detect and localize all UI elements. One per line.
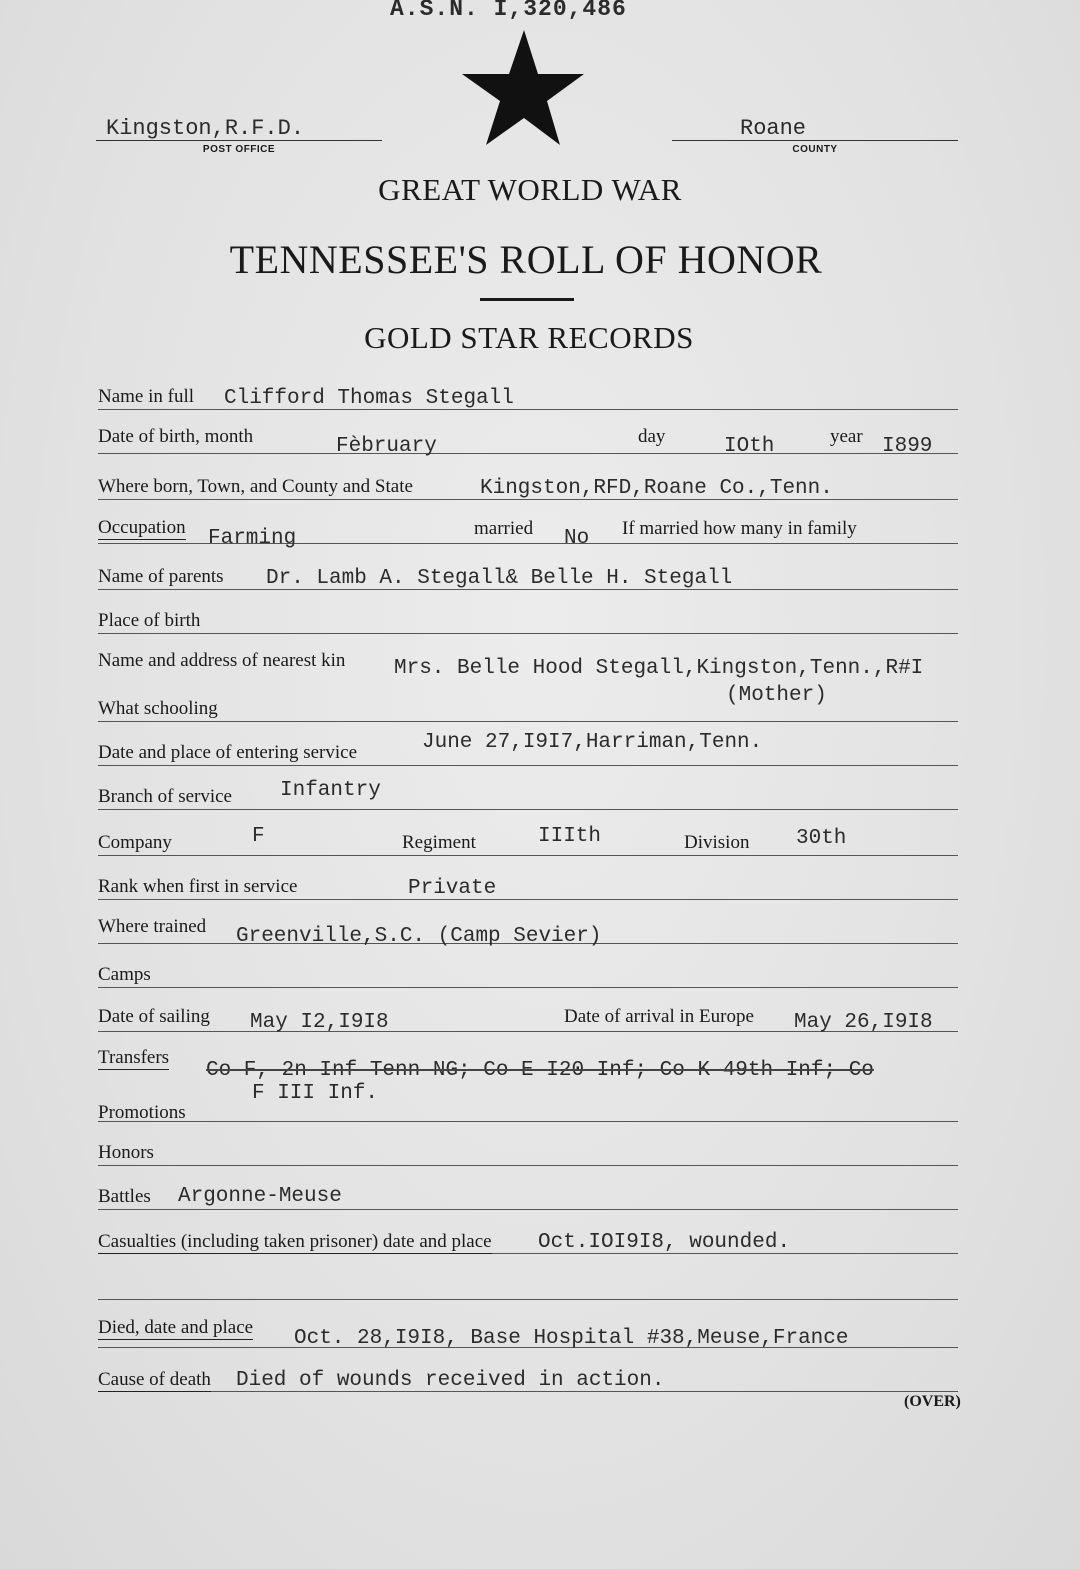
trained-label: Where trained [98, 916, 207, 937]
field-row-blank [98, 1262, 958, 1306]
rank-value: Private [408, 877, 497, 900]
branch-value: Infantry [280, 779, 381, 802]
field-row-schooling [98, 684, 958, 728]
nearest-kin-value: Mrs. Belle Hood Stegall,Kingston,Tenn.,R#I [394, 657, 924, 680]
where-born-label: Where born, Town, and County and State [98, 476, 413, 497]
title-roll-of-honor: TENNESSEE'S ROLL OF HONOR [229, 237, 823, 282]
cause-value: Died of wounds received in action. [236, 1369, 665, 1392]
field-row-branch [98, 772, 958, 816]
branch-label: Branch of service [98, 786, 232, 807]
parents-label: Name of parents [98, 566, 224, 587]
transfers-value: Co F, 2n Inf Tenn NG; Co E I20 Inf; Co K 49th Inf; Co [206, 1059, 874, 1082]
occupation-label: Occupation [98, 517, 186, 538]
gold-star-icon [462, 30, 586, 148]
casualties-label: Casualties (including taken prisoner) date and place [98, 1231, 492, 1252]
army-serial-number: A.S.N. I,320,486 [390, 0, 627, 22]
field-row-transfers [98, 1040, 958, 1105]
married-label: married [474, 518, 534, 539]
field-row-dob [98, 416, 958, 460]
died-label: Died, date and place [98, 1317, 254, 1338]
place-of-birth-label: Place of birth [98, 610, 201, 631]
married-value: No [564, 527, 590, 550]
field-row-promotions [98, 1084, 958, 1128]
transfers-label: Transfers [98, 1047, 170, 1068]
battles-value: Argonne-Meuse [178, 1185, 342, 1208]
field-row-died [98, 1310, 958, 1354]
field-row-place-of-birth [98, 596, 958, 640]
occupation-value: Farming [208, 527, 297, 550]
entering-service-value: June 27,I9I7,Harriman,Tenn. [422, 731, 763, 754]
company-value: F [252, 825, 265, 848]
post-office-value: Kingston,R.F.D. [106, 116, 305, 141]
county-value: Roane [740, 116, 807, 141]
field-row-where-born [98, 462, 958, 506]
post-office-caption: POST OFFICE [202, 144, 276, 155]
sailing-value: May I2,I9I8 [250, 1011, 389, 1034]
trained-value: Greenville,S.C. (Camp Sevier) [236, 925, 602, 948]
field-row-unit [98, 818, 958, 862]
transfers-value-continued: F III Inf. [252, 1082, 379, 1105]
field-row-occupation [98, 506, 958, 550]
title-divider [480, 298, 574, 301]
title-great-world-war: GREAT WORLD WAR [378, 172, 682, 207]
company-label: Company [98, 832, 172, 853]
honors-label: Honors [98, 1142, 154, 1163]
dob-day-label: day [638, 426, 666, 447]
dob-year-value: I899 [882, 435, 933, 458]
rank-label: Rank when first in service [98, 876, 298, 897]
name-value: Clifford Thomas Stegall [224, 387, 514, 410]
field-row-honors [98, 1128, 958, 1172]
sailing-label: Date of sailing [98, 1006, 210, 1027]
field-row-camps [98, 950, 958, 994]
parents-value: Dr. Lamb A. Stegall& Belle H. Stegall [266, 567, 733, 590]
field-row-casualties [98, 1216, 958, 1260]
battles-label: Battles [98, 1186, 151, 1207]
over-note: (OVER) [904, 1393, 961, 1410]
dob-month-value: Fèbruary [336, 435, 437, 458]
field-row-entering-service [98, 728, 958, 772]
regiment-value: IIIth [538, 825, 602, 848]
promotions-label: Promotions [98, 1102, 186, 1123]
title-gold-star-records: GOLD STAR RECORDS [364, 320, 694, 355]
schooling-label: What schooling [98, 698, 218, 719]
family-label: If married how many in family [622, 518, 857, 539]
casualties-value: Oct.IOI9I8, wounded. [538, 1231, 791, 1254]
division-value: 30th [796, 827, 847, 850]
field-row-cause [98, 1354, 958, 1398]
arrival-value: May 26,I9I8 [794, 1011, 933, 1034]
name-label: Name in full [98, 386, 195, 407]
arrival-label: Date of arrival in Europe [564, 1006, 754, 1027]
field-row-name [98, 372, 958, 416]
field-row-rank [98, 862, 958, 906]
where-born-value: Kingston,RFD,Roane Co.,Tenn. [480, 477, 833, 500]
dob-year-label: year [830, 426, 863, 447]
camps-label: Camps [98, 964, 151, 985]
field-row-sailing [98, 994, 958, 1038]
entering-service-label: Date and place of entering service [98, 742, 358, 763]
nearest-kin-relation: (Mother) [726, 684, 827, 707]
regiment-label: Regiment [402, 832, 476, 853]
dob-day-value: IOth [724, 435, 775, 458]
field-row-battles [98, 1172, 958, 1216]
field-row-trained [98, 906, 958, 950]
dob-month-label: Date of birth, month [98, 426, 254, 447]
county-caption: COUNTY [792, 144, 838, 155]
post-office-field [96, 112, 382, 155]
nearest-kin-label: Name and address of nearest kin [98, 650, 346, 671]
field-row-parents [98, 552, 958, 596]
cause-label: Cause of death [98, 1369, 211, 1390]
field-row-nearest-kin [98, 640, 958, 707]
died-value: Oct. 28,I9I8, Base Hospital #38,Meuse,France [294, 1327, 849, 1350]
county-field [672, 112, 958, 155]
division-label: Division [684, 832, 750, 853]
